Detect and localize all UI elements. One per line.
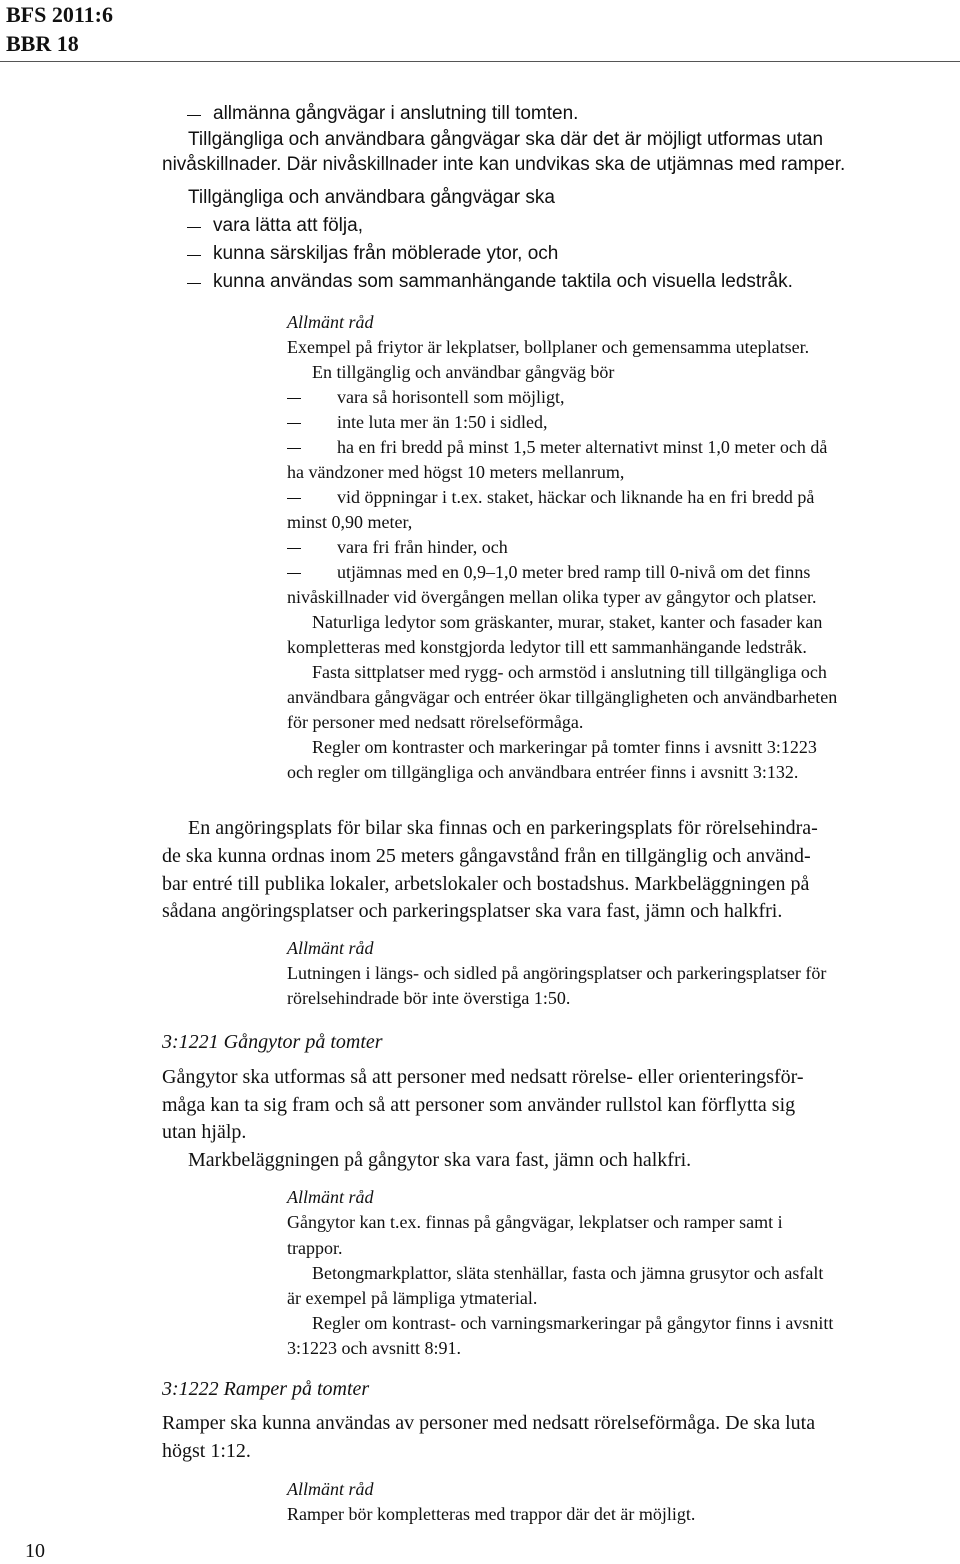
paragraph-line: och regler om tillgängliga och användbara entréer finns i avsnitt 3:132.	[287, 762, 799, 782]
list-item: vara fri från hinder, och	[337, 537, 508, 557]
paragraph-line: 3:1223 och avsnitt 8:91.	[287, 1338, 461, 1358]
bullet-dash	[187, 283, 201, 284]
list-item: vara lätta att följa,	[213, 215, 363, 236]
paragraph-line: Ramper ska kunna användas av personer med nedsatt rörelseförmåga. De ska luta	[162, 1412, 816, 1434]
paragraph-line: minst 0,90 meter,	[287, 512, 413, 532]
paragraph-line: användbara gångvägar och entréer ökar tillgängligheten och användbarheten	[287, 687, 838, 707]
paragraph-line: Naturliga ledytor som gräskanter, murar, staket, kanter och fasader kan	[312, 612, 823, 632]
list-item: allmänna gångvägar i anslutning till tomten.	[213, 103, 579, 124]
paragraph-line: måga kan ta sig fram och så att personer som använder rullstol kan förflytta sig	[162, 1094, 796, 1116]
paragraph-line: kompletteras med konstgjorda ledytor till ett sammanhängande ledstråk.	[287, 637, 807, 657]
paragraph-line: är exempel på lämpliga ytmaterial.	[287, 1288, 538, 1308]
header-doc-id: BFS 2011:6	[6, 2, 113, 27]
bullet-dash	[187, 227, 201, 228]
bullet-dash	[287, 573, 301, 574]
paragraph-line: Ramper bör kompletteras med trappor där det är möjligt.	[287, 1504, 696, 1524]
paragraph-line: de ska kunna ordnas inom 25 meters gångavstånd från en tillgänglig och använd-	[162, 845, 811, 867]
paragraph-line: Gångytor ska utformas så att personer med nedsatt rörelse- eller orienteringsför-	[162, 1066, 804, 1088]
paragraph-line: utan hjälp.	[162, 1121, 247, 1143]
paragraph-line: ha vändzoner med högst 10 meters mellanrum,	[287, 462, 625, 482]
advice-label: Allmänt råd	[287, 312, 374, 332]
paragraph-line: nivåskillnader vid övergången mellan olika typer av gångytor och platser.	[287, 587, 817, 607]
paragraph-line: Exempel på friytor är lekplatser, bollplaner och gemensamma uteplatser.	[287, 337, 810, 357]
paragraph-line: rörelsehindrade bör inte överstiga 1:50.	[287, 988, 571, 1008]
paragraph-line: Lutningen i längs- och sidled på angöringsplatser och parkeringsplatser för	[287, 963, 827, 983]
paragraph-line: En tillgänglig och användbar gångväg bör	[312, 362, 615, 382]
bullet-dash	[287, 498, 301, 499]
advice-label: Allmänt råd	[287, 1187, 374, 1207]
page-number: 10	[25, 1540, 45, 1562]
list-item: utjämnas med en 0,9–1,0 meter bred ramp till 0-nivå om det finns	[337, 562, 811, 582]
header-doc-version: BBR 18	[6, 31, 79, 56]
paragraph-line: sådana angöringsplatser och parkeringsplatser ska vara fast, jämn och halkfri.	[162, 900, 783, 922]
paragraph-line: Markbeläggningen på gångytor ska vara fast, jämn och halkfri.	[188, 1149, 692, 1171]
list-item: kunna användas som sammanhängande taktila och visuella ledstråk.	[213, 271, 793, 292]
page-header	[6, 0, 113, 58]
paragraph-line: Tillgängliga och användbara gångvägar ska	[188, 187, 555, 208]
bullet-dash	[187, 255, 201, 256]
bullet-dash	[287, 548, 301, 549]
list-item: vara så horisontell som möjligt,	[337, 387, 565, 407]
list-item: ha en fri bredd på minst 1,5 meter alternativt minst 1,0 meter och då	[337, 437, 828, 457]
paragraph-line: nivåskillnader. Där nivåskillnader inte kan undvikas ska de utjämnas med ramper.	[162, 154, 846, 175]
paragraph-line: Regler om kontraster och markeringar på tomter finns i avsnitt 3:1223	[312, 737, 817, 757]
paragraph-line: bar entré till publika lokaler, arbetslokaler och bostadshus. Markbeläggningen på	[162, 873, 810, 895]
advice-label: Allmänt råd	[287, 1479, 374, 1499]
bullet-dash	[187, 115, 201, 116]
advice-label: Allmänt råd	[287, 938, 374, 958]
paragraph-line: Tillgängliga och användbara gångvägar ska där det är möjligt utformas utan	[188, 129, 824, 150]
header-divider	[0, 61, 960, 62]
bullet-dash	[287, 398, 301, 399]
list-item: kunna särskiljas från möblerade ytor, och	[213, 243, 559, 264]
bullet-dash	[287, 423, 301, 424]
bullet-dash	[287, 448, 301, 449]
section-heading: 3:1222 Ramper på tomter	[162, 1378, 370, 1400]
paragraph-line: Gångytor kan t.ex. finnas på gångvägar, lekplatser och ramper samt i	[287, 1212, 783, 1232]
list-item: vid öppningar i t.ex. staket, häckar och liknande ha en fri bredd på	[337, 487, 815, 507]
paragraph-line: för personer med nedsatt rörelseförmåga.	[287, 712, 584, 732]
section-heading: 3:1221 Gångytor på tomter	[162, 1031, 383, 1053]
paragraph-line: Regler om kontrast- och varningsmarkeringar på gångytor finns i avsnitt	[312, 1313, 834, 1333]
list-item: inte luta mer än 1:50 i sidled,	[337, 412, 548, 432]
paragraph-line: Fasta sittplatser med rygg- och armstöd i anslutning till tillgängliga och	[312, 662, 827, 682]
paragraph-line: trappor.	[287, 1238, 343, 1258]
paragraph-line: högst 1:12.	[162, 1440, 251, 1462]
paragraph-line: En angöringsplats för bilar ska finnas och en parkeringsplats för rörelsehindra-	[188, 817, 818, 839]
paragraph-line: Betongmarkplattor, släta stenhällar, fasta och jämna grusytor och asfalt	[312, 1263, 824, 1283]
